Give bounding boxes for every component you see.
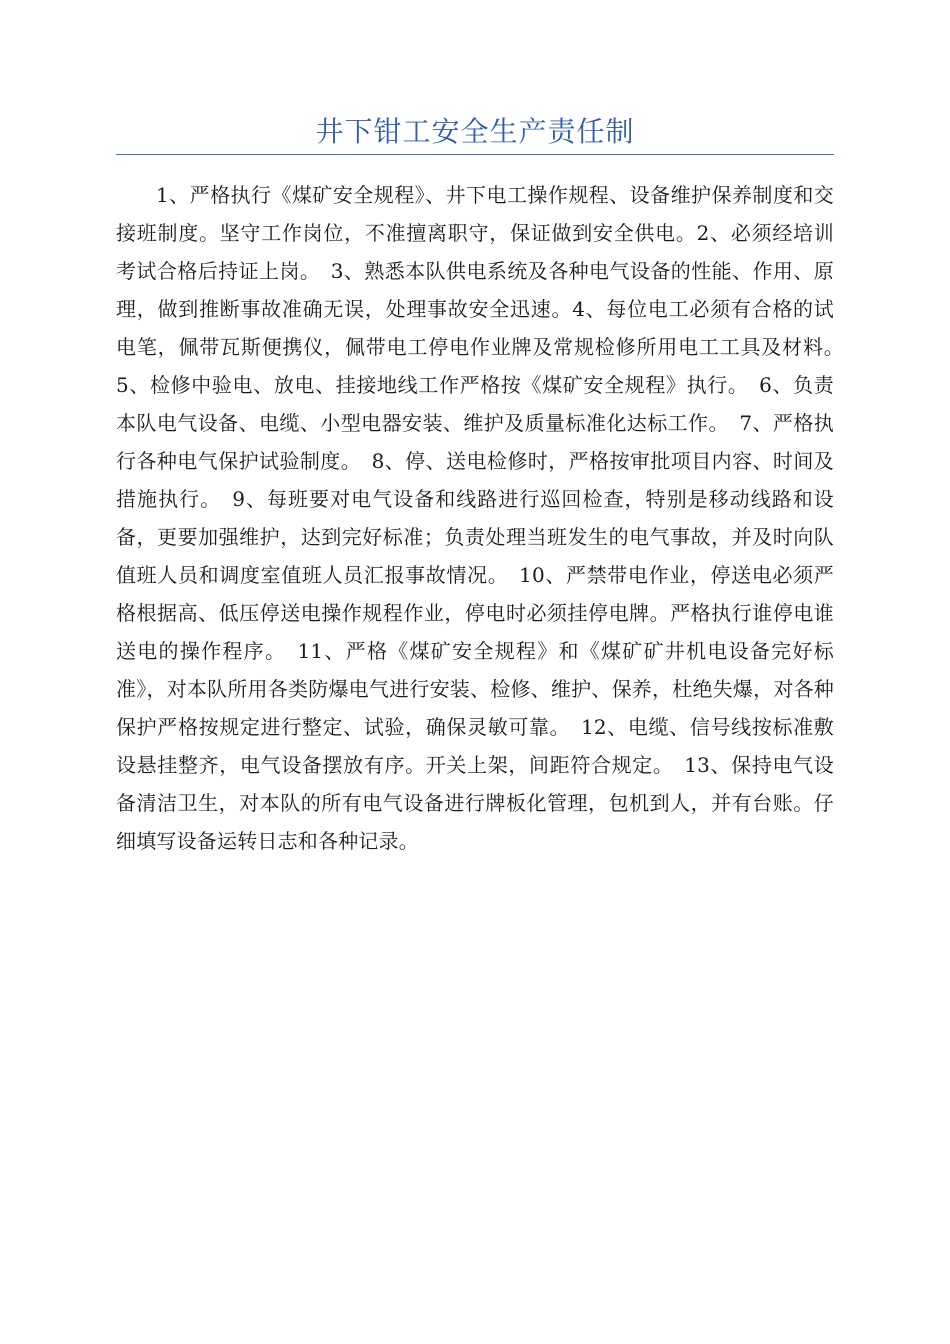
title-underline bbox=[116, 154, 834, 155]
document-body: 1、严格执行《煤矿安全规程》、井下电工操作规程、设备维护保养制度和交接班制度。坚守工作岗位，不准擅离职守，保证做到安全供电。2、必须经培训考试合格后持证上岗。 3、熟悉本队供电系统及各种电气设备的性能、作用、原理，做到推断事故准确无误，处理事故安全迅速。4、每位电工必须有合格的试电笔，佩带瓦斯便携仪，佩带电工停电作业牌及常规检修所用电工工具及材料。 5、检修中验电、放电、挂接地线工作严格按《煤矿安全规程》执行。 6、负责本队电气设备、电缆、小型电器安装、维护及质量标准化达标工作。 7、严格执行各种电气保护试验制度。 8、停、送电检修时，严格按审批项目内容、时间及措施执行。 9、每班要对电气设备和线路进行巡回检查，特别是移动线路和设备，更要加强维护，达到完好标准；负责处理当班发生的电气事故，并及时向队值班人员和调度室值班人员汇报事故情况。 10、严禁带电作业，停送电必须严格根据高、低压停送电操作规程作业，停电时必须挂停电牌。严格执行谁停电谁送电的操作程序。 11、严格《煤矿安全规程》和《煤矿矿井机电设备完好标准》，对本队所用各类防爆电气进行安装、检修、维护、保养，杜绝失爆，对各种保护严格按规定进行整定、试验，确保灵敏可靠。 12、电缆、信号线按标准敷设悬挂整齐，电气设备摆放有序。开关上架，间距符合规定。 13、保持电气设备清洁卫生，对本队的所有电气设备进行牌板化管理，包机到人，并有台账。仔细填写设备运转日志和各种记录。 bbox=[116, 183, 855, 853]
document-title: 井下钳工安全生产责任制 bbox=[315, 115, 635, 148]
